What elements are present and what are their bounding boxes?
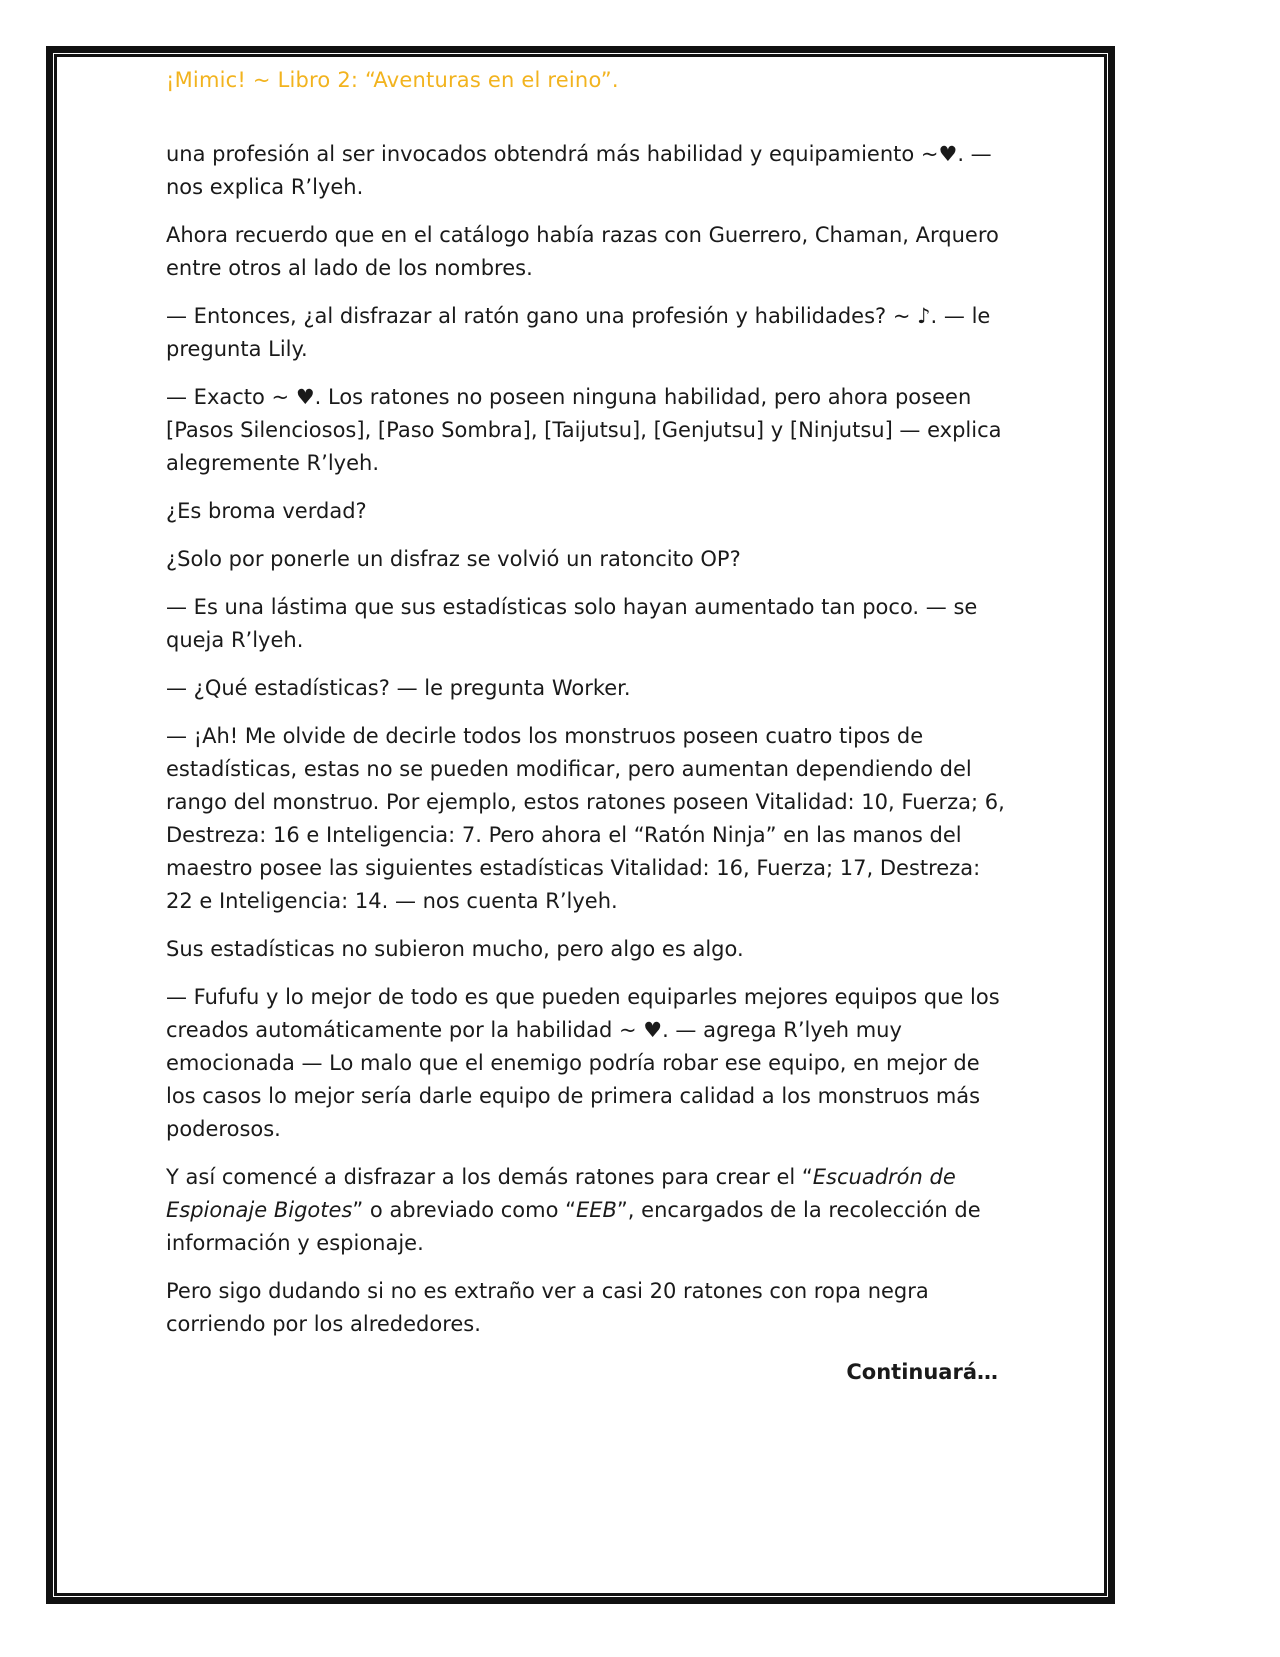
page-body bbox=[166, 138, 1006, 1404]
squad-abbrev-italic: EEB bbox=[575, 1198, 617, 1222]
squad-name-italic: Escuadrón de Espionaje Bigotes bbox=[166, 1165, 956, 1222]
paragraph-4: — Exacto ~ ♥. Los ratones no poseen ninguna habilidad, pero ahora poseen [Pasos Silenciosos], [Paso Sombra], [Taijutsu], [Genjutsu] y [Ninjutsu] — explica alegremente R’lyeh. bbox=[166, 385, 1002, 475]
squad-text-3: ”, encargados de la recolección de información y espionaje. bbox=[166, 1198, 981, 1255]
paragraph-2: Ahora recuerdo que en el catálogo había razas con Guerrero, Chaman, Arquero entre otros al lado de los nombres. bbox=[166, 223, 999, 280]
paragraph-10: Sus estadísticas no subieron mucho, pero algo es algo. bbox=[166, 937, 744, 961]
paragraph-6: ¿Solo por ponerle un disfraz se volvió un ratoncito OP? bbox=[166, 547, 741, 571]
running-header: ¡Mimic! ~ Libro 2: “Aventuras en el reino”. bbox=[166, 68, 619, 92]
paragraph-9: — ¡Ah! Me olvide de decirle todos los monstruos poseen cuatro tipos de estadísticas, estas no se pueden modificar, pero aumentan dependiendo del rango del monstruo. Por ejemplo, estos ratones poseen Vitalidad: 10, Fuerza; 6, Destreza: 16 e Inteligencia: 7. Pero ahora el “Ratón Ninja” en las manos del maestro posee las siguientes estadísticas Vitalidad: 16, Fuerza; 17, Destreza: 22 e Inteligencia: 14. — nos cuenta R’lyeh. bbox=[166, 724, 1005, 913]
paragraph-1: una profesión al ser invocados obtendrá más habilidad y equipamiento ~♥. — nos explica R’lyeh. bbox=[166, 142, 992, 199]
paragraph-3: — Entonces, ¿al disfrazar al ratón gano una profesión y habilidades? ~ ♪. — le pregunta Lily. bbox=[166, 304, 991, 361]
paragraph-7: — Es una lástima que sus estadísticas solo hayan aumentado tan poco. — se queja R’lyeh. bbox=[166, 595, 978, 652]
squad-text-2: ” o abreviado como “ bbox=[352, 1198, 576, 1222]
paragraph-11: — Fufufu y lo mejor de todo es que pueden equiparles mejores equipos que los creados automáticamente por la habilidad ~ ♥. — agrega R’lyeh muy emocionada — Lo malo que el enemigo podría robar ese equipo, en mejor de los casos lo mejor sería darle equipo de primera calidad a los monstruos más poderosos. bbox=[166, 985, 1000, 1141]
paragraph-12 bbox=[166, 1161, 1006, 1260]
continue-label: Continuará… bbox=[846, 1360, 998, 1384]
paragraph-13: Pero sigo dudando si no es extraño ver a casi 20 ratones con ropa negra corriendo por los alrededores. bbox=[166, 1279, 929, 1336]
squad-text-1: Y así comencé a disfrazar a los demás ratones para crear el “ bbox=[166, 1165, 813, 1189]
paragraph-5: ¿Es broma verdad? bbox=[166, 499, 367, 523]
paragraph-8: — ¿Qué estadísticas? — le pregunta Worker. bbox=[166, 676, 631, 700]
